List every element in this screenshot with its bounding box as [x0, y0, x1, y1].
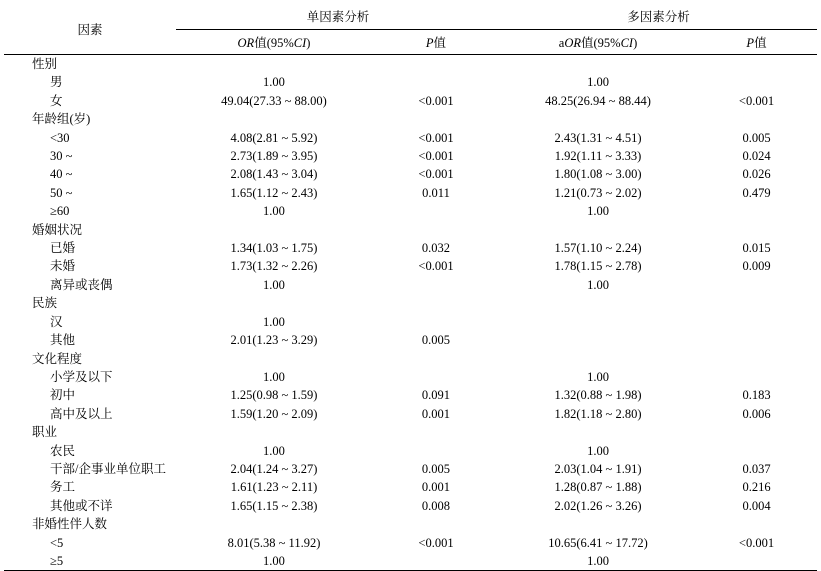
cell-multi-p: 0.037 — [696, 460, 817, 478]
cell-uni-p — [372, 276, 500, 294]
cell-uni-or — [176, 515, 372, 533]
cell-uni-or — [176, 55, 372, 74]
row-group-label: 文化程度 — [4, 350, 176, 368]
cell-multi-p — [696, 276, 817, 294]
cell-multi-aor: 1.32(0.88 ~ 1.98) — [500, 386, 696, 404]
table-row — [4, 423, 817, 441]
column-header-multi-aor — [500, 30, 696, 55]
cell-multi-p: 0.026 — [696, 165, 817, 183]
cell-multi-aor — [500, 515, 696, 533]
cell-uni-or: 2.08(1.43 ~ 3.04) — [176, 165, 372, 183]
cell-multi-p — [696, 55, 817, 74]
cell-multi-aor: 1.00 — [500, 202, 696, 220]
cell-uni-or — [176, 221, 372, 239]
cell-multi-aor: 48.25(26.94 ~ 88.44) — [500, 92, 696, 110]
cell-multi-aor: 1.28(0.87 ~ 1.88) — [500, 478, 696, 496]
table-row — [4, 313, 817, 331]
table-row — [4, 442, 817, 460]
row-group-label: 职业 — [4, 423, 176, 441]
cell-multi-p: <0.001 — [696, 534, 817, 552]
cell-multi-aor — [500, 350, 696, 368]
row-group-label: 非婚性伴人数 — [4, 515, 176, 533]
row-item-label: 高中及以上 — [4, 405, 176, 423]
uni-or-rest: 值(95% — [254, 36, 294, 50]
table-row — [4, 552, 817, 571]
column-group-univariate: 单因素分析 — [176, 4, 500, 30]
cell-multi-p — [696, 442, 817, 460]
cell-uni-p: <0.001 — [372, 257, 500, 275]
table-row — [4, 73, 817, 91]
cell-multi-aor: 1.80(1.08 ~ 3.00) — [500, 165, 696, 183]
row-item-label: 50 ~ — [4, 184, 176, 202]
cell-uni-or — [176, 423, 372, 441]
row-group-label: 年龄组(岁) — [4, 110, 176, 128]
cell-uni-p: <0.001 — [372, 534, 500, 552]
cell-multi-aor: 2.43(1.31 ~ 4.51) — [500, 129, 696, 147]
cell-multi-p — [696, 515, 817, 533]
cell-uni-or: 1.00 — [176, 73, 372, 91]
cell-uni-p — [372, 55, 500, 74]
cell-uni-or: 2.73(1.89 ~ 3.95) — [176, 147, 372, 165]
row-group-label: 民族 — [4, 294, 176, 312]
cell-uni-or: 4.08(2.81 ~ 5.92) — [176, 129, 372, 147]
cell-uni-p — [372, 202, 500, 220]
uni-or-close: ) — [306, 36, 310, 50]
table-row — [4, 386, 817, 404]
cell-multi-p — [696, 202, 817, 220]
table-row — [4, 478, 817, 496]
table-row — [4, 165, 817, 183]
cell-multi-aor — [500, 331, 696, 349]
row-item-label: 干部/企事业单位职工 — [4, 460, 176, 478]
table-row — [4, 110, 817, 128]
row-item-label: 初中 — [4, 386, 176, 404]
column-header-uni-or — [176, 30, 372, 55]
table-row — [4, 534, 817, 552]
cell-multi-p — [696, 423, 817, 441]
cell-multi-aor: 10.65(6.41 ~ 17.72) — [500, 534, 696, 552]
cell-multi-p: 0.004 — [696, 497, 817, 515]
cell-multi-p — [696, 221, 817, 239]
row-item-label: 女 — [4, 92, 176, 110]
row-item-label: 务工 — [4, 478, 176, 496]
table-row — [4, 147, 817, 165]
column-header-factor: 因素 — [4, 4, 176, 55]
cell-uni-or: 1.61(1.23 ~ 2.11) — [176, 478, 372, 496]
multi-aor-prefix: a — [559, 36, 565, 50]
row-item-label: 离异或丧偶 — [4, 276, 176, 294]
cell-uni-p — [372, 350, 500, 368]
multi-aor-italic: OR — [564, 36, 581, 50]
cell-multi-p — [696, 552, 817, 571]
table-body — [4, 55, 817, 571]
cell-multi-aor: 1.82(1.18 ~ 2.80) — [500, 405, 696, 423]
cell-multi-aor — [500, 294, 696, 312]
multi-aor-ci: CI — [621, 36, 634, 50]
cell-multi-p — [696, 73, 817, 91]
cell-uni-p: 0.005 — [372, 331, 500, 349]
uni-p-italic: P — [426, 36, 434, 50]
cell-multi-p — [696, 368, 817, 386]
table-row — [4, 257, 817, 275]
cell-multi-p: <0.001 — [696, 92, 817, 110]
cell-multi-aor: 1.57(1.10 ~ 2.24) — [500, 239, 696, 257]
row-item-label: 其他或不详 — [4, 497, 176, 515]
row-item-label: 汉 — [4, 313, 176, 331]
header-row-groups — [4, 4, 817, 30]
uni-or-italic: OR — [238, 36, 255, 50]
cell-uni-p — [372, 221, 500, 239]
cell-multi-p: 0.006 — [696, 405, 817, 423]
cell-multi-aor: 1.00 — [500, 368, 696, 386]
cell-uni-or: 1.00 — [176, 442, 372, 460]
uni-p-rest: 值 — [434, 36, 447, 50]
cell-uni-p: 0.011 — [372, 184, 500, 202]
cell-uni-p — [372, 110, 500, 128]
table-row — [4, 239, 817, 257]
cell-uni-or: 2.01(1.23 ~ 3.29) — [176, 331, 372, 349]
multi-aor-rest: 值(95% — [581, 36, 621, 50]
table-row — [4, 129, 817, 147]
cell-multi-p — [696, 313, 817, 331]
cell-multi-p: 0.015 — [696, 239, 817, 257]
multi-p-rest: 值 — [754, 36, 767, 50]
cell-uni-p: 0.008 — [372, 497, 500, 515]
table-row — [4, 294, 817, 312]
cell-multi-aor: 2.02(1.26 ~ 3.26) — [500, 497, 696, 515]
cell-uni-p — [372, 368, 500, 386]
cell-uni-or: 1.25(0.98 ~ 1.59) — [176, 386, 372, 404]
table-row — [4, 184, 817, 202]
cell-uni-p: <0.001 — [372, 147, 500, 165]
row-item-label: ≥60 — [4, 202, 176, 220]
row-item-label: 男 — [4, 73, 176, 91]
cell-uni-or: 1.00 — [176, 313, 372, 331]
statistics-table — [4, 4, 817, 571]
cell-multi-aor — [500, 423, 696, 441]
table-row — [4, 405, 817, 423]
cell-uni-or — [176, 110, 372, 128]
row-item-label: 40 ~ — [4, 165, 176, 183]
cell-uni-or: 1.59(1.20 ~ 2.09) — [176, 405, 372, 423]
row-item-label: 未婚 — [4, 257, 176, 275]
cell-uni-or: 1.00 — [176, 202, 372, 220]
cell-uni-p: 0.001 — [372, 478, 500, 496]
cell-uni-p — [372, 73, 500, 91]
cell-multi-aor: 1.00 — [500, 442, 696, 460]
cell-uni-or: 1.00 — [176, 276, 372, 294]
cell-uni-p — [372, 442, 500, 460]
cell-uni-or: 1.00 — [176, 368, 372, 386]
table-header — [4, 4, 817, 55]
uni-or-ci: CI — [294, 36, 307, 50]
cell-multi-aor — [500, 221, 696, 239]
multi-aor-close: ) — [633, 36, 637, 50]
cell-multi-aor: 1.00 — [500, 276, 696, 294]
cell-multi-p: 0.479 — [696, 184, 817, 202]
row-item-label: ≥5 — [4, 552, 176, 571]
cell-uni-or: 8.01(5.38 ~ 11.92) — [176, 534, 372, 552]
cell-uni-p — [372, 294, 500, 312]
cell-multi-p: 0.183 — [696, 386, 817, 404]
cell-uni-or: 1.65(1.12 ~ 2.43) — [176, 184, 372, 202]
column-group-multivariate: 多因素分析 — [500, 4, 817, 30]
cell-multi-p — [696, 331, 817, 349]
cell-uni-p: 0.091 — [372, 386, 500, 404]
cell-multi-p — [696, 350, 817, 368]
cell-multi-p: 0.024 — [696, 147, 817, 165]
row-item-label: 其他 — [4, 331, 176, 349]
cell-uni-or: 1.00 — [176, 552, 372, 571]
cell-uni-or: 49.04(27.33 ~ 88.00) — [176, 92, 372, 110]
cell-uni-or: 1.73(1.32 ~ 2.26) — [176, 257, 372, 275]
table-row — [4, 368, 817, 386]
row-item-label: <30 — [4, 129, 176, 147]
cell-uni-or — [176, 350, 372, 368]
row-group-label: 性别 — [4, 55, 176, 74]
cell-uni-or — [176, 294, 372, 312]
cell-uni-p — [372, 423, 500, 441]
row-item-label: 农民 — [4, 442, 176, 460]
table-row — [4, 460, 817, 478]
table-row — [4, 92, 817, 110]
table-row — [4, 331, 817, 349]
cell-uni-or: 1.65(1.15 ~ 2.38) — [176, 497, 372, 515]
document-page — [0, 4, 821, 530]
cell-multi-p: 0.005 — [696, 129, 817, 147]
cell-multi-aor: 1.78(1.15 ~ 2.78) — [500, 257, 696, 275]
cell-uni-p: 0.001 — [372, 405, 500, 423]
row-group-label: 婚姻状况 — [4, 221, 176, 239]
cell-multi-aor — [500, 313, 696, 331]
row-item-label: 小学及以下 — [4, 368, 176, 386]
cell-multi-aor: 1.00 — [500, 73, 696, 91]
column-header-multi-p — [696, 30, 817, 55]
multi-p-italic: P — [746, 36, 754, 50]
column-header-uni-p — [372, 30, 500, 55]
cell-uni-p: 0.005 — [372, 460, 500, 478]
cell-multi-aor — [500, 110, 696, 128]
table-row — [4, 221, 817, 239]
cell-uni-p: 0.032 — [372, 239, 500, 257]
cell-multi-p — [696, 294, 817, 312]
cell-multi-aor: 1.92(1.11 ~ 3.33) — [500, 147, 696, 165]
cell-uni-p — [372, 515, 500, 533]
table-row — [4, 55, 817, 74]
cell-uni-p — [372, 552, 500, 571]
row-item-label: 已婚 — [4, 239, 176, 257]
cell-multi-aor: 2.03(1.04 ~ 1.91) — [500, 460, 696, 478]
row-item-label: 30 ~ — [4, 147, 176, 165]
cell-multi-p: 0.216 — [696, 478, 817, 496]
cell-multi-p — [696, 110, 817, 128]
cell-uni-or: 2.04(1.24 ~ 3.27) — [176, 460, 372, 478]
cell-multi-p: 0.009 — [696, 257, 817, 275]
cell-uni-or: 1.34(1.03 ~ 1.75) — [176, 239, 372, 257]
cell-uni-p: <0.001 — [372, 165, 500, 183]
row-item-label: <5 — [4, 534, 176, 552]
cell-uni-p: <0.001 — [372, 92, 500, 110]
table-row — [4, 497, 817, 515]
cell-multi-aor: 1.00 — [500, 552, 696, 571]
cell-multi-aor: 1.21(0.73 ~ 2.02) — [500, 184, 696, 202]
table-row — [4, 350, 817, 368]
table-row — [4, 276, 817, 294]
cell-uni-p — [372, 313, 500, 331]
cell-uni-p: <0.001 — [372, 129, 500, 147]
table-row — [4, 202, 817, 220]
cell-multi-aor — [500, 55, 696, 74]
table-row — [4, 515, 817, 533]
